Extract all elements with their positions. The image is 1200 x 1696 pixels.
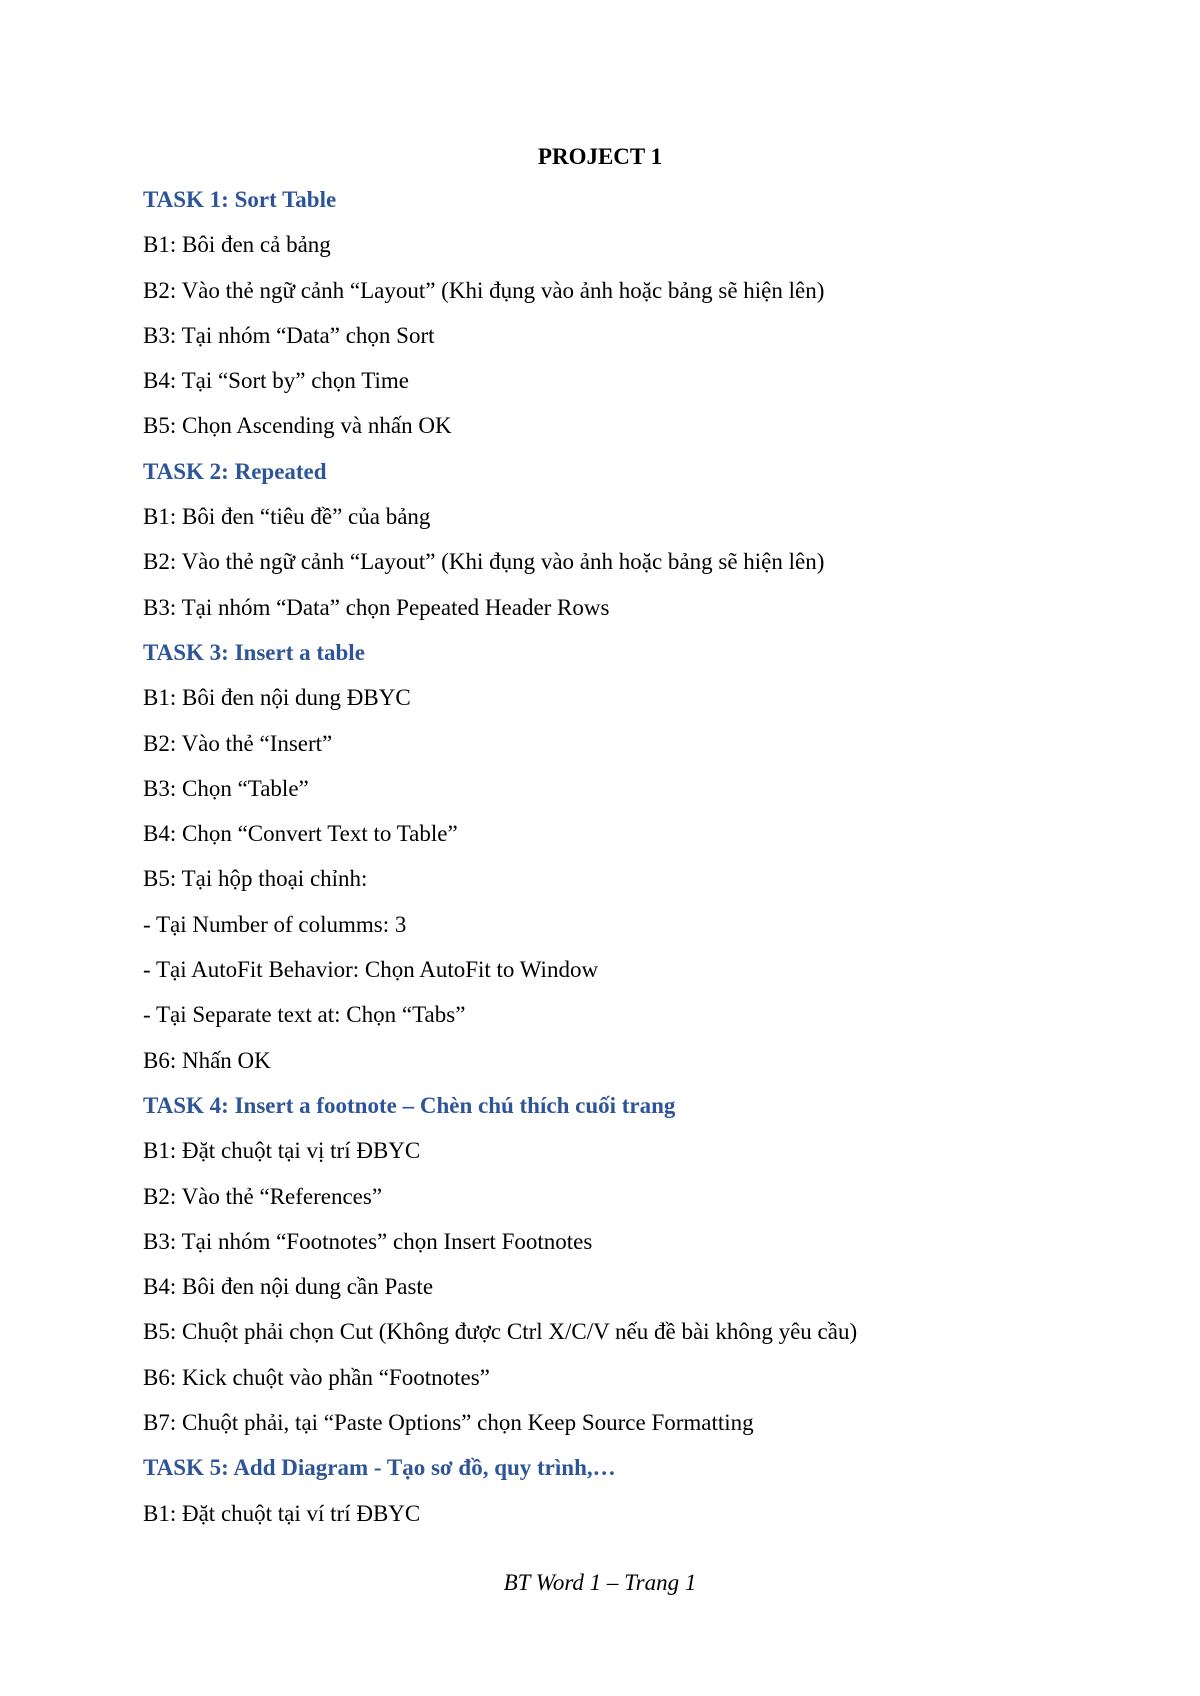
step-line: B4: Chọn “Convert Text to Table”: [143, 821, 458, 847]
step-line: - Tại Number of columms: 3: [143, 911, 407, 937]
step-line: B1: Bôi đen nội dung ĐBYC: [143, 685, 411, 711]
step-line: B5: Chuột phải chọn Cut (Không được Ctrl X/C/V nếu đề bài không yêu cầu): [143, 1319, 858, 1345]
step-line: B5: Tại hộp thoại chỉnh:: [143, 866, 368, 892]
page-footer: BT Word 1 – Trang 1: [503, 1570, 697, 1595]
step-line: B7: Chuột phải, tại “Paste Options” chọn Keep Source Formatting: [143, 1410, 754, 1436]
step-line: B3: Tại nhóm “Data” chọn Pepeated Header Rows: [143, 594, 610, 620]
task-heading: TASK 2: Repeated: [143, 458, 327, 484]
task-heading: TASK 3: Insert a table: [143, 639, 365, 665]
step-line: B1: Bôi đen “tiêu đề” của bảng: [143, 504, 431, 530]
step-line: B3: Tại nhóm “Data” chọn Sort: [143, 322, 435, 348]
task-heading: TASK 1: Sort Table: [143, 187, 337, 212]
document-title: PROJECT 1: [537, 144, 663, 169]
step-line: B6: Nhấn OK: [143, 1047, 271, 1073]
step-line: B1: Bôi đen cả bảng: [143, 232, 331, 258]
step-line: B2: Vào thẻ ngữ cảnh “Layout” (Khi đụng vào ảnh hoặc bảng sẽ hiện lên): [143, 277, 825, 303]
step-line: B6: Kick chuột vào phần “Footnotes”: [143, 1364, 490, 1390]
step-line: B4: Bôi đen nội dung cần Paste: [143, 1274, 434, 1300]
document-body: [143, 185, 1143, 1544]
step-line: B2: Vào thẻ “Insert”: [143, 730, 333, 756]
step-line: B4: Tại “Sort by” chọn Time: [143, 368, 409, 394]
step-line: - Tại Separate text at: Chọn “Tabs”: [143, 1002, 466, 1028]
task-heading: TASK 4: Insert a footnote – Chèn chú thích cuối trang: [143, 1092, 676, 1118]
step-line: B3: Chọn “Table”: [143, 775, 309, 801]
step-line: B2: Vào thẻ “References”: [143, 1183, 383, 1209]
task-heading: TASK 5: Add Diagram - Tạo sơ đồ, quy trình,…: [143, 1455, 616, 1481]
step-line: B2: Vào thẻ ngữ cảnh “Layout” (Khi đụng vào ảnh hoặc bảng sẽ hiện lên): [143, 549, 825, 575]
step-line: B3: Tại nhóm “Footnotes” chọn Insert Footnotes: [143, 1228, 593, 1254]
step-line: B1: Đặt chuột tại ví trí ĐBYC: [143, 1500, 421, 1526]
step-line: B1: Đặt chuột tại vị trí ĐBYC: [143, 1138, 421, 1164]
step-line: B5: Chọn Ascending và nhấn OK: [143, 413, 452, 439]
step-line: - Tại AutoFit Behavior: Chọn AutoFit to Window: [143, 957, 599, 983]
